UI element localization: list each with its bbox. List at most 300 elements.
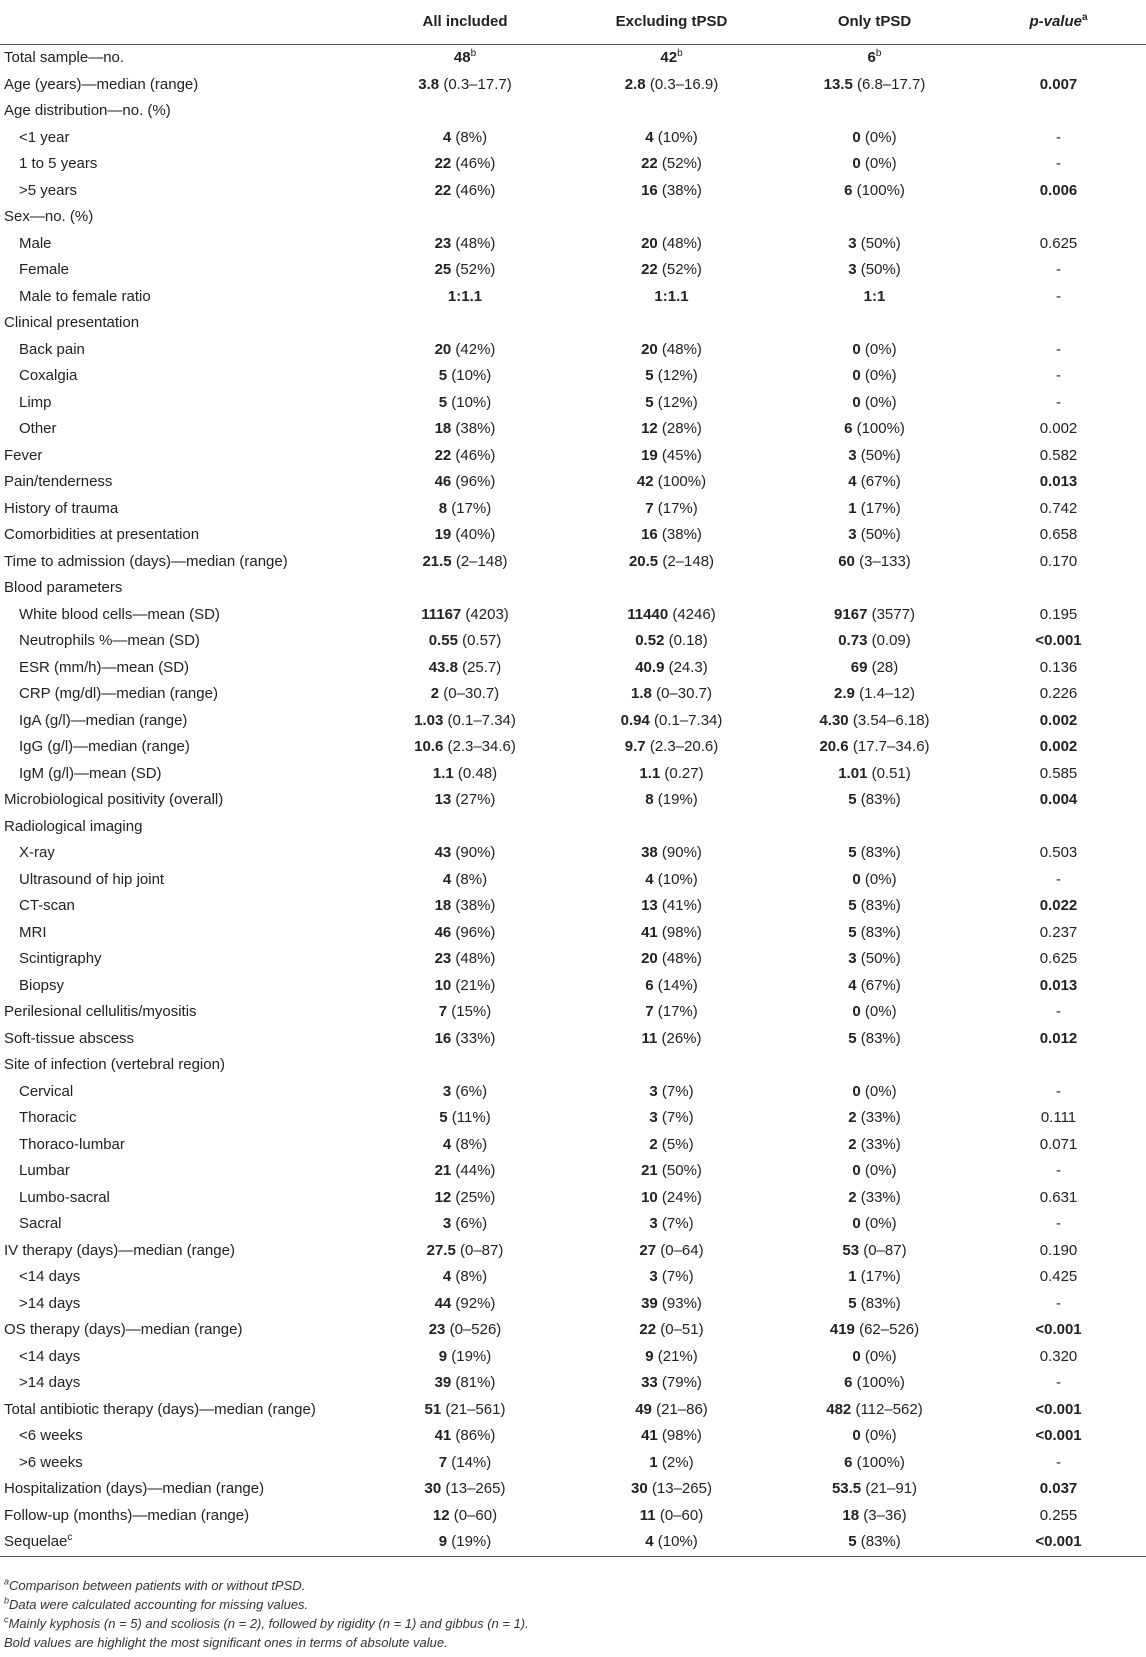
row-label-cell — [0, 1026, 365, 1053]
value-cell-3 — [778, 973, 971, 1000]
p-value-cell: - — [1056, 1294, 1061, 1312]
row-label: Lumbar — [19, 1162, 70, 1179]
value-cell-3 — [778, 125, 971, 152]
p-value-cell: - — [1056, 367, 1061, 384]
value-cell-3 — [778, 628, 971, 655]
row-label: <1 year — [19, 128, 70, 146]
value-rest: (92%) — [451, 1294, 496, 1312]
p-value-cell: 0.002 — [1039, 420, 1078, 437]
value-cell-2 — [565, 1529, 778, 1556]
value-rest: (28%) — [657, 420, 702, 437]
table-row — [0, 920, 1146, 947]
value-cell-2 — [565, 734, 778, 761]
value-cell-3 — [778, 151, 971, 178]
table-row — [0, 1397, 1146, 1424]
value-cell-1 — [365, 602, 565, 629]
value-rest: (0.1–7.34) — [649, 711, 723, 729]
value-rest: (40%) — [451, 526, 496, 543]
value-bold: 9167 — [834, 605, 868, 623]
value-cell-1 — [365, 1238, 565, 1265]
row-label-cell — [0, 257, 365, 284]
value-cell-1 — [365, 867, 565, 894]
value-rest: (33%) — [856, 1135, 901, 1153]
p-value-cell: 0.012 — [1039, 1029, 1078, 1047]
value-bold: 2 — [848, 1109, 857, 1126]
value-rest: (7%) — [657, 1082, 694, 1100]
table-row — [0, 310, 1146, 337]
value-cell-3 — [778, 231, 971, 258]
value-cell-1 — [365, 1397, 565, 1424]
value-rest: (2–148) — [451, 552, 508, 570]
value-bold: 20 — [641, 234, 658, 252]
table-row — [0, 1317, 1146, 1344]
value-cell-2 — [565, 1052, 778, 1079]
value-bold: 5 — [848, 1294, 857, 1312]
table-row — [0, 681, 1146, 708]
table-row — [0, 337, 1146, 364]
row-label-cell — [0, 1079, 365, 1106]
value-cell-3 — [778, 1529, 971, 1556]
value-cell-3 — [778, 257, 971, 284]
value-rest: (17%) — [653, 1003, 698, 1020]
value-cell-2 — [565, 1370, 778, 1397]
value-cell-3 — [778, 946, 971, 973]
p-value-cell — [971, 814, 1146, 841]
p-value-cell: 0.190 — [1039, 1241, 1078, 1259]
value-cell-1 — [365, 125, 565, 152]
value-sup: b — [677, 48, 683, 59]
value-bold: 1.1 — [639, 764, 661, 782]
row-label: Site of infection (vertebral region) — [4, 1056, 225, 1073]
row-label: CRP (mg/dl)—median (range) — [19, 685, 218, 702]
table-row — [0, 1370, 1146, 1397]
table-row — [0, 522, 1146, 549]
value-rest: (46%) — [451, 446, 496, 464]
p-value-cell: 0.742 — [1039, 499, 1078, 517]
row-label-cell — [0, 45, 365, 72]
p-value-cell: 0.631 — [1039, 1188, 1078, 1206]
row-label: Age (years)—median (range) — [4, 75, 199, 93]
value-rest: (3–133) — [854, 552, 911, 570]
value-rest: (83%) — [856, 791, 901, 808]
value-cell-1 — [365, 628, 565, 655]
row-label-cell — [0, 1397, 365, 1424]
p-value-cell: 0.425 — [1039, 1268, 1078, 1285]
value-cell-1 — [365, 522, 565, 549]
value-cell-3 — [778, 1052, 971, 1079]
row-label-cell — [0, 655, 365, 682]
row-label-cell — [0, 549, 365, 576]
value-rest: (0%) — [860, 155, 897, 172]
footnote-text: Comparison between patients with or without tPSD. — [9, 1578, 306, 1593]
row-label: Total antibiotic therapy (days)—median (range) — [4, 1400, 316, 1418]
table-row — [0, 1158, 1146, 1185]
value-bold: 0.94 — [620, 711, 650, 729]
value-cell-1 — [365, 1158, 565, 1185]
value-bold: 12 — [434, 1188, 452, 1206]
value-bold: 40.9 — [635, 658, 665, 676]
row-label-cell — [0, 125, 365, 152]
value-bold: 0 — [852, 1082, 861, 1100]
value-rest: (10%) — [447, 367, 492, 384]
value-rest: (21–91) — [861, 1480, 918, 1497]
table-row — [0, 178, 1146, 205]
value-bold: 19 — [641, 446, 658, 464]
p-value-cell: - — [1056, 1215, 1061, 1232]
value-cell-3 — [778, 602, 971, 629]
value-rest: (38%) — [451, 420, 496, 437]
value-bold: 18 — [434, 897, 452, 914]
value-rest: (0.48) — [453, 764, 498, 782]
value-cell-2 — [565, 1026, 778, 1053]
value-cell-3 — [778, 1450, 971, 1477]
value-rest: (100%) — [852, 181, 905, 199]
value-bold: 1 — [649, 1453, 658, 1471]
value-cell-2 — [565, 496, 778, 523]
value-cell-3 — [778, 1185, 971, 1212]
value-rest: (3–36) — [859, 1506, 907, 1524]
value-cell-3 — [778, 443, 971, 470]
table-row — [0, 231, 1146, 258]
value-rest: (0%) — [860, 1162, 897, 1179]
value-bold: 46 — [434, 473, 452, 490]
value-rest: (48%) — [657, 234, 702, 252]
p-value-cell: 0.006 — [1039, 181, 1078, 199]
header-all-included: All included — [365, 0, 565, 45]
row-label: Blood parameters — [4, 579, 123, 596]
value-rest: (38%) — [451, 897, 496, 914]
table-row — [0, 45, 1146, 72]
row-label: Neutrophils %—mean (SD) — [19, 632, 200, 649]
row-label-cell — [0, 98, 365, 125]
value-bold: 23 — [434, 950, 452, 967]
value-bold: 3 — [848, 526, 857, 543]
row-label: Male to female ratio — [19, 287, 151, 305]
value-bold: 41 — [641, 923, 658, 941]
value-cell-1 — [365, 655, 565, 682]
row-label: Thoraco-lumbar — [19, 1135, 125, 1153]
value-cell-2 — [565, 920, 778, 947]
value-bold: 22 — [434, 155, 452, 172]
value-bold: 22 — [434, 446, 452, 464]
value-rest: (3.54–6.18) — [848, 711, 930, 729]
value-cell-1 — [365, 72, 565, 99]
value-cell-1 — [365, 575, 565, 602]
value-cell-2 — [565, 628, 778, 655]
table-row — [0, 1529, 1146, 1556]
value-rest: (79%) — [657, 1374, 702, 1391]
value-rest: (0%) — [860, 340, 897, 358]
value-cell-2 — [565, 1476, 778, 1503]
value-cell-2 — [565, 814, 778, 841]
table-row — [0, 151, 1146, 178]
row-label-cell — [0, 72, 365, 99]
value-cell-1 — [365, 681, 565, 708]
table-row — [0, 840, 1146, 867]
value-bold: 0 — [852, 1162, 861, 1179]
header-only-tpsd: Only tPSD — [778, 0, 971, 45]
value-rest: (0.3–16.9) — [645, 75, 719, 93]
value-rest: (12%) — [653, 367, 698, 384]
p-value-cell: 0.002 — [1039, 711, 1078, 729]
value-rest: (0%) — [860, 367, 897, 384]
value-cell-2 — [565, 416, 778, 443]
value-rest: (83%) — [856, 1294, 901, 1312]
value-bold: 43 — [434, 844, 452, 861]
value-rest: (10%) — [653, 128, 698, 146]
row-label: CT-scan — [19, 897, 75, 914]
value-bold: 13 — [434, 791, 452, 808]
value-bold: 8 — [438, 499, 448, 517]
row-label: Male — [19, 234, 52, 252]
value-rest: (67%) — [856, 976, 901, 994]
value-cell-3 — [778, 310, 971, 337]
value-bold: 4 — [645, 870, 654, 888]
row-label-cell — [0, 734, 365, 761]
value-cell-2 — [565, 45, 778, 72]
value-bold: 30 — [424, 1480, 442, 1497]
value-rest: (46%) — [451, 155, 496, 172]
value-rest: (93%) — [657, 1294, 702, 1312]
table-row — [0, 390, 1146, 417]
row-label-cell — [0, 284, 365, 311]
value-cell-2 — [565, 337, 778, 364]
footnote-marker: b — [4, 1595, 10, 1606]
value-bold: 20.6 — [819, 738, 849, 755]
value-cell-2 — [565, 1211, 778, 1238]
value-rest: (10%) — [653, 1533, 698, 1550]
value-bold: 22 — [434, 181, 452, 199]
value-cell-1 — [365, 1185, 565, 1212]
value-bold: 0.73 — [838, 632, 868, 649]
value-bold: 2 — [430, 685, 440, 702]
value-bold: 25 — [434, 261, 452, 278]
p-value-cell: 0.585 — [1039, 764, 1078, 782]
value-rest: (8%) — [451, 1135, 488, 1153]
value-bold: 4 — [848, 976, 857, 994]
value-cell-1 — [365, 1503, 565, 1530]
value-bold: 7 — [438, 1453, 448, 1471]
value-rest: (0–87) — [455, 1241, 504, 1259]
value-cell-3 — [778, 1503, 971, 1530]
value-cell-3 — [778, 814, 971, 841]
value-bold: 6 — [844, 1453, 853, 1471]
value-bold: 2.9 — [834, 685, 855, 702]
value-cell-2 — [565, 98, 778, 125]
value-rest: (0%) — [860, 128, 897, 146]
footnote — [4, 1633, 529, 1652]
header-p-value — [971, 0, 1146, 45]
value-bold: 23 — [434, 234, 452, 252]
value-bold: 5 — [645, 367, 654, 384]
value-bold: 4 — [848, 473, 857, 490]
value-cell-1 — [365, 45, 565, 72]
value-cell-3 — [778, 549, 971, 576]
table-row — [0, 204, 1146, 231]
value-cell-2 — [565, 787, 778, 814]
value-cell-2 — [565, 1238, 778, 1265]
p-value-cell: 0.013 — [1039, 976, 1078, 994]
value-rest: (83%) — [856, 1533, 901, 1550]
value-cell-1 — [365, 204, 565, 231]
value-rest: (0–60) — [449, 1506, 498, 1524]
table-row — [0, 1185, 1146, 1212]
value-bold: 5 — [848, 923, 857, 941]
value-cell-2 — [565, 204, 778, 231]
row-label-cell — [0, 920, 365, 947]
value-bold: 18 — [842, 1506, 860, 1524]
row-label-sup: c — [67, 1532, 73, 1543]
value-rest: (8%) — [451, 128, 488, 146]
table-row — [0, 787, 1146, 814]
p-value-cell: <0.001 — [971, 1529, 1146, 1556]
footnote-text: Data were calculated accounting for missing values. — [9, 1597, 309, 1612]
value-rest: (83%) — [856, 897, 901, 914]
value-rest: (98%) — [657, 923, 702, 941]
value-rest: (2–148) — [658, 552, 715, 570]
value-cell-3 — [778, 1105, 971, 1132]
value-cell-3 — [778, 1264, 971, 1291]
row-label-cell — [0, 1132, 365, 1159]
value-rest: (38%) — [657, 181, 702, 199]
value-cell-3 — [778, 655, 971, 682]
value-cell-2 — [565, 999, 778, 1026]
row-label-cell — [0, 522, 365, 549]
value-bold: 9 — [438, 1533, 448, 1550]
value-rest: (19%) — [447, 1533, 492, 1550]
row-label-cell — [0, 708, 365, 735]
value-bold: 18 — [434, 420, 452, 437]
value-cell-2 — [565, 602, 778, 629]
table-row — [0, 1291, 1146, 1318]
row-label: Lumbo-sacral — [19, 1188, 110, 1206]
row-label: Microbiological positivity (overall) — [4, 791, 224, 808]
value-bold: 1 — [848, 1268, 857, 1285]
value-rest: (0.51) — [867, 764, 911, 782]
table-row — [0, 469, 1146, 496]
value-bold: 20 — [641, 340, 658, 358]
row-label-cell — [0, 681, 365, 708]
value-cell-1 — [365, 1344, 565, 1371]
value-bold: 33 — [641, 1374, 658, 1391]
value-cell-2 — [565, 761, 778, 788]
value-cell-1 — [365, 469, 565, 496]
row-label: Cervical — [19, 1082, 74, 1100]
value-bold: 0 — [852, 1215, 861, 1232]
value-rest: (21%) — [451, 976, 496, 994]
value-cell-3 — [778, 1211, 971, 1238]
table-row — [0, 655, 1146, 682]
row-label-cell — [0, 946, 365, 973]
value-rest: (10%) — [447, 393, 492, 411]
value-cell-3 — [778, 522, 971, 549]
value-cell-2 — [565, 1503, 778, 1530]
p-value-cell: 0.625 — [1039, 950, 1078, 967]
value-cell-2 — [565, 151, 778, 178]
value-rest: (0%) — [860, 1215, 897, 1232]
value-bold: 42 — [636, 473, 654, 490]
value-cell-1 — [365, 787, 565, 814]
value-rest: (0%) — [860, 1082, 897, 1100]
row-label-cell — [0, 867, 365, 894]
value-rest: (27%) — [451, 791, 496, 808]
value-cell-1 — [365, 549, 565, 576]
value-cell-1 — [365, 337, 565, 364]
value-rest: (50%) — [856, 950, 901, 967]
value-rest: (86%) — [451, 1427, 496, 1444]
p-value-cell: 0.226 — [1039, 685, 1078, 702]
table-row — [0, 443, 1146, 470]
header-blank — [0, 0, 365, 45]
value-bold: 11440 — [627, 605, 669, 623]
value-bold: 48 — [453, 49, 471, 66]
value-rest: (21–561) — [441, 1400, 506, 1418]
value-cell-2 — [565, 946, 778, 973]
value-rest: (17.7–34.6) — [848, 738, 930, 755]
table-row — [0, 973, 1146, 1000]
table-row — [0, 628, 1146, 655]
value-bold: 4 — [645, 128, 654, 146]
value-bold: 5 — [438, 367, 448, 384]
value-cell-1 — [365, 814, 565, 841]
table-row — [0, 257, 1146, 284]
value-rest: (96%) — [451, 473, 496, 490]
value-cell-1 — [365, 1529, 565, 1556]
value-bold: 44 — [434, 1294, 452, 1312]
value-cell-1 — [365, 284, 565, 311]
row-label: >5 years — [19, 181, 77, 199]
table-row — [0, 496, 1146, 523]
row-label: White blood cells—mean (SD) — [19, 605, 220, 623]
value-bold: 60 — [838, 552, 855, 570]
row-label: Soft-tissue abscess — [4, 1029, 135, 1047]
value-rest: (24.3) — [664, 658, 708, 676]
value-cell-2 — [565, 363, 778, 390]
row-label: Radiological imaging — [4, 817, 143, 835]
value-rest: (62–526) — [854, 1321, 920, 1338]
table-row — [0, 549, 1146, 576]
value-sup: b — [470, 48, 477, 59]
value-rest: (0%) — [860, 1427, 897, 1444]
row-label-cell — [0, 231, 365, 258]
row-label: ESR (mm/h)—mean (SD) — [19, 658, 190, 676]
value-cell-1 — [365, 1132, 565, 1159]
value-cell-2 — [565, 125, 778, 152]
table-row — [0, 1264, 1146, 1291]
row-label: Limp — [19, 393, 52, 411]
row-label: Hospitalization (days)—median (range) — [4, 1480, 265, 1497]
value-bold: 1:1 — [863, 287, 886, 305]
row-label-cell — [0, 761, 365, 788]
value-bold: 3 — [848, 950, 857, 967]
value-cell-2 — [565, 840, 778, 867]
row-label: Female — [19, 261, 70, 278]
value-cell-2 — [565, 310, 778, 337]
row-label-cell — [0, 151, 365, 178]
value-bold: 9.7 — [624, 738, 646, 755]
value-bold: 1.01 — [838, 764, 868, 782]
value-cell-3 — [778, 1158, 971, 1185]
value-cell-1 — [365, 443, 565, 470]
value-bold: 9 — [438, 1347, 448, 1365]
row-label-cell — [0, 1344, 365, 1371]
value-cell-1 — [365, 151, 565, 178]
value-cell-2 — [565, 575, 778, 602]
value-cell-2 — [565, 1105, 778, 1132]
value-bold: 6 — [645, 976, 654, 994]
value-bold: 2 — [848, 1188, 857, 1206]
footnote — [4, 1595, 529, 1614]
